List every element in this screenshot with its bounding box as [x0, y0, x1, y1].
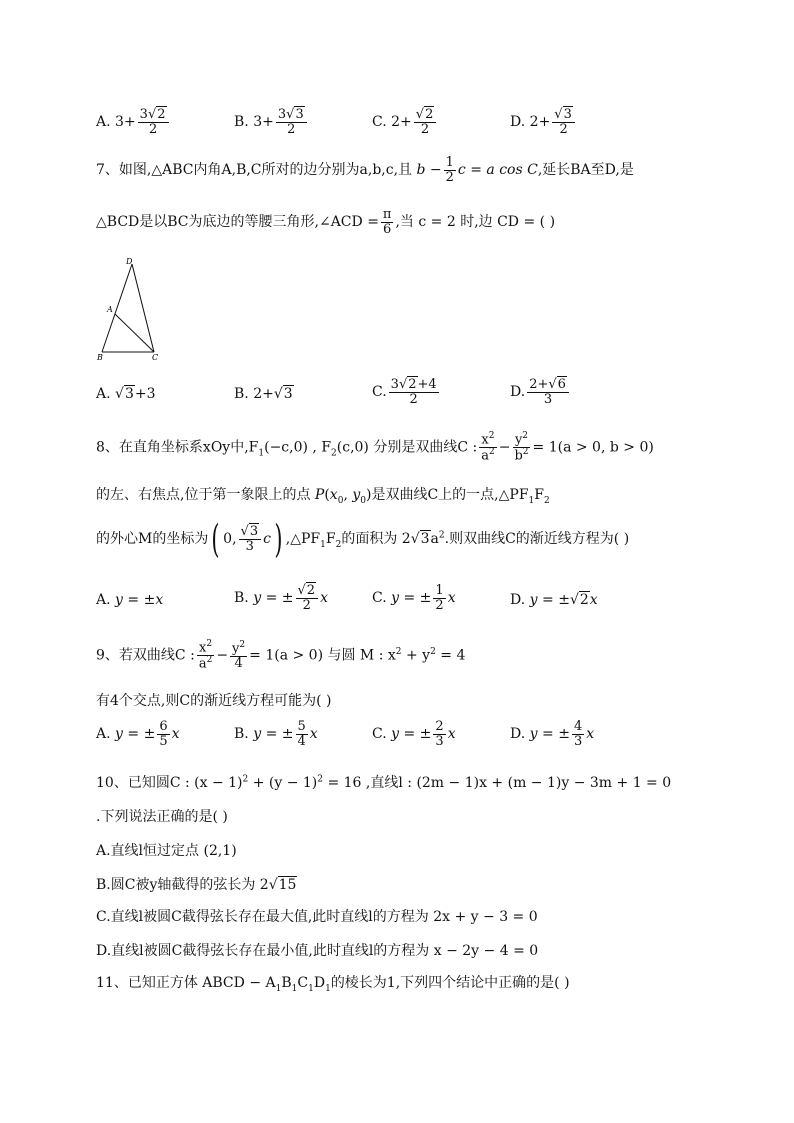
q9-stem-line1: 9、若双曲线C : $\frac{x^2}{a^2}$ − $\frac{y^2}{4}$ = 1(a > 0) 与圆 M : $x^2 + y^2 = 4$ — [96, 639, 466, 672]
fig-label-d: D — [126, 257, 133, 266]
q7-stem-line2: △BCD是以BC为底边的等腰三角形,∠ACD = $\frac{\pi}{6}$ ,当 c = 2 时,边 CD = ( ) — [96, 207, 556, 237]
q9-option-c[interactable]: C. y = ± $\frac{2}{3}$ x — [372, 719, 456, 749]
fig-label-a: A — [107, 305, 113, 314]
q6-option-b[interactable]: B. 3+ $\frac{3√3}{2}$ — [234, 108, 309, 136]
q6-option-d[interactable]: D. 2+ $\frac{√3}{2}$ — [510, 108, 577, 136]
q9-option-d[interactable]: D. y = ± $\frac{4}{3}$ x — [510, 719, 595, 749]
q10-option-a[interactable]: A.直线l恒过定点 (2,1) — [96, 843, 237, 859]
q10-stem-line2: .下列说法正确的是( ) — [96, 809, 228, 825]
q9-option-a[interactable]: A. y = ± $\frac{6}{5}$ x — [96, 719, 180, 749]
q10-stem-line1: 10、已知圆C : $(x - 1)^2 + (y - 1)^2 = 16$ ,直线l : (2m − 1)x + (m − 1)y − 3m + 1 = 0 — [96, 774, 672, 791]
fig-label-c: C — [152, 353, 159, 362]
q8-stem-line2: 的左、右焦点,位于第一象限上的点 $P(x_0$, $y_0$)是双曲线C上的一点$,\triangle PF_1F_2$ — [96, 487, 550, 506]
q8-stem-line3: 的外心M的坐标为( 0, $\frac{√3}{3}$ c) $,\triangle PF_1F_2$的面积为 $2√3a^2$.则双曲线C的渐近线方程为( ) — [96, 517, 630, 561]
q9-option-b[interactable]: B. y = ± $\frac{5}{4}$ x — [234, 719, 318, 749]
q8-option-d[interactable]: D. y = ±√2x — [510, 592, 598, 608]
q9-options-row — [96, 720, 754, 760]
q8-option-a[interactable]: A. y = ±x — [96, 592, 164, 608]
q6-option-a[interactable]: A. 3+ $\frac{3√2}{2}$ — [96, 108, 171, 136]
q7-stem-line1: 7、如图,△ABC内角A,B,C所对的边分别为a,b,c,且 b − $\frac{1}{2}$ c = a cos C,延长BA至D,是 — [96, 155, 634, 185]
q7-option-c[interactable]: C. $\frac{3√2+4}{2}$ — [372, 377, 437, 407]
q7-options-row — [96, 378, 754, 418]
q11-stem-line1: 11、已知正方体 ABCD − $A_1B_1C_1D_1$的棱长为1,下列四个结论中正确的是( ) — [96, 975, 570, 994]
q9-stem-line2: 有4个交点,则C的渐近线方程可能为( ) — [96, 693, 332, 709]
q10-option-b[interactable]: B.圆C被y轴截得的弦长为 2√15 — [96, 877, 297, 893]
fig-label-b: B — [97, 353, 103, 362]
q8-options-row — [96, 584, 754, 624]
q7-triangle-figure — [96, 256, 166, 362]
q10-option-d[interactable]: D.直线l被圆C截得弦长存在最小值,此时直线l的方程为 x − 2y − 4 = 0 — [96, 943, 539, 959]
q7-option-d[interactable]: D. $\frac{2+√6}{3}$ — [510, 378, 571, 406]
q8-option-b[interactable]: B. y = ± $\frac{√2}{2}$ x — [234, 583, 328, 613]
q7-option-a[interactable]: A. √3+3 — [96, 386, 156, 402]
q7-option-b[interactable]: B. 2+√3 — [234, 386, 293, 402]
q8-stem-line1: 8、在直角坐标系xOy中$,F_1(-c,0)$ , $F_2(c,0)$ 分别是双曲线C : $\frac{x^2}{a^2}$ − $\frac{y^2}{b^2}$ = 1(a > 0, b > 0) — [96, 431, 654, 464]
q8-option-c[interactable]: C. y = ± $\frac{1}{2}$ x — [372, 583, 456, 613]
q6-option-c[interactable]: C. 2+ $\frac{√2}{2}$ — [372, 108, 438, 136]
q6-options-row — [96, 104, 754, 144]
q10-option-c[interactable]: C.直线l被圆C截得弦长存在最大值,此时直线l的方程为 2x + y − 3 = 0 — [96, 909, 538, 925]
